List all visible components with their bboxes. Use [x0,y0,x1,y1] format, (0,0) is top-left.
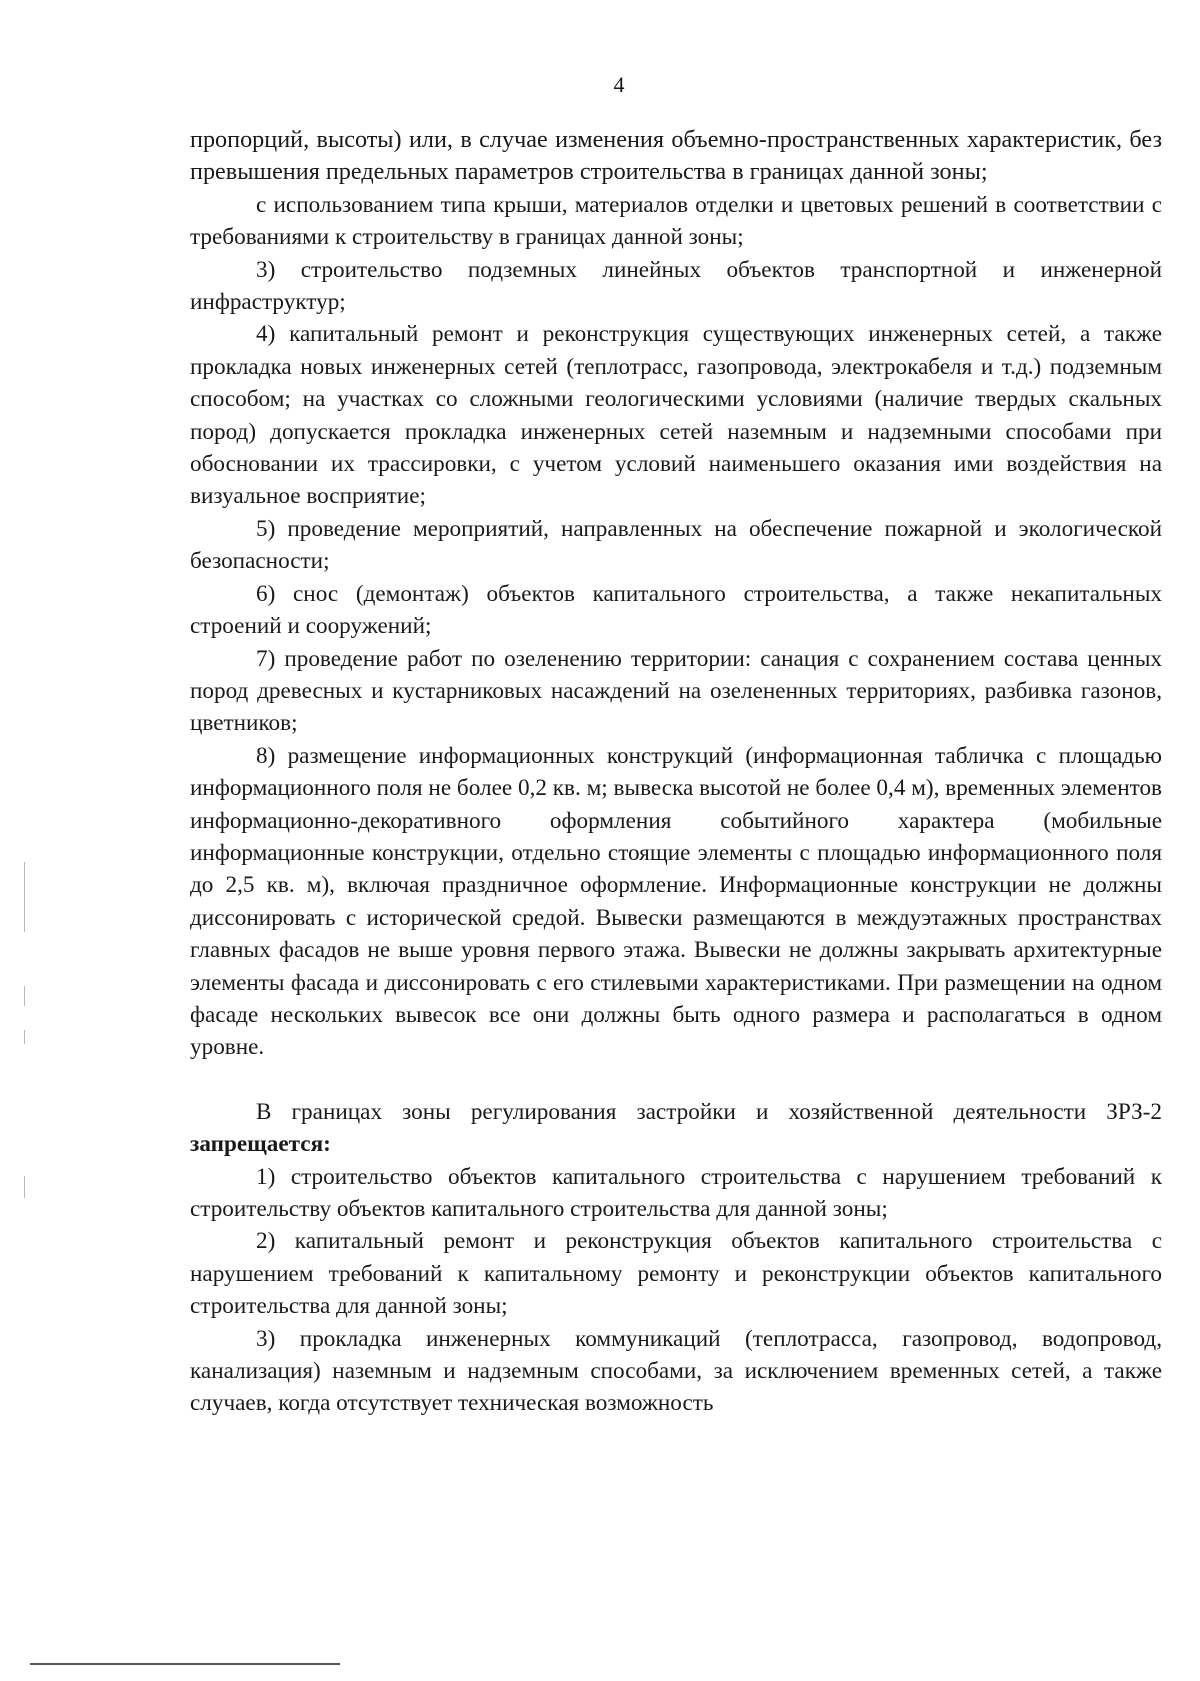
scan-artifact [24,862,25,932]
paragraph: 3) строительство подземных линейных объектов транспортной и инженерной инфраструктур; [190,256,1162,316]
paragraph: 4) капитальный ремонт и реконструкция существующих инженерных сетей, а также прокладка новых инженерных сетей (теплотрасс, газопровода, электрокабеля и т.д.) подземным способом; на участках со сложными геологическими условиями (наличие твердых скальных пород) допускается прокладка инженерных сетей наземным и надземными способами при обосновании их трассировки, с учетом условий наименьшего оказания ими воздействия на визуальное восприятие; [190,321,1162,510]
paragraph: 8) размещение информационных конструкций (информационная табличка с площадью информационного поля не более 0,2 кв. м; вывеска высотой не более 0,4 м), временных элементов информационно-декоративного оформления событийного характера (мобильные информационные конструкции, отдельно стоящие элементы с площадью информационного поля до 2,5 кв. м), включая праздничное оформление. Информационные конструкции не должны диссонировать с исторической средой. Вывески размещаются в междуэтажных пространствах главных фасадов не выше уровня первого этажа. Вывески не должны закрывать архитектурные элементы фасада и диссонировать с его стилевыми характеристиками. При размещении на одном фасаде нескольких вывесок все они должны быть одного размера и располагаться в одном уровне. [190,742,1162,1061]
paragraph: пропорций, высоты) или, в случае изменения объемно-пространственных характеристик, без превышения предельных параметров строительства в границах данной зоны; [190,126,1162,186]
list-item: 2) капитальный ремонт и реконструкция объектов капитального строительства с нарушением требований к капитальному ремонту и реконструкции объектов капитального строительства для данной зоны; [190,1228,1162,1320]
section-intro-bold: запрещается: [190,1131,331,1158]
paragraph: 7) проведение работ по озеленению территории: санация с сохранением состава ценных пород древесных и кустарниковых насаждений на озелененных территориях, разбивка газонов, цветников; [190,645,1162,737]
scan-artifact [24,986,25,1006]
paragraph: 6) снос (демонтаж) объектов капитального строительства, а также некапитальных строений и сооружений; [190,580,1162,640]
list-item: 1) строительство объектов капитального строительства с нарушением требований к строительству объектов капитального строительства для данной зоны; [190,1163,1162,1222]
page-number: 4 [613,72,625,97]
section-intro-text: В границах зоны регулирования застройки и хозяйственной деятельности ЗРЗ-2 [256,1098,1162,1125]
paragraph: с использованием типа крыши, материалов отделки и цветовых решений в соответствии с требованиями к строительству в границах данной зоны; [190,191,1162,251]
section-intro [190,1096,1162,1161]
document-body [190,124,1162,1420]
paragraph: 5) проведение мероприятий, направленных на обеспечение пожарной и экологической безопасности; [190,515,1162,575]
footnote-rule [30,1663,340,1665]
scan-artifact [24,1176,25,1198]
scan-artifact [24,1030,25,1044]
list-item: 3) прокладка инженерных коммуникаций (теплотрасса, газопровод, водопровод, канализация) наземным и надземным способами, за исключением временных сетей, а также случаев, когда отсутствует техническая возможность [190,1325,1162,1417]
